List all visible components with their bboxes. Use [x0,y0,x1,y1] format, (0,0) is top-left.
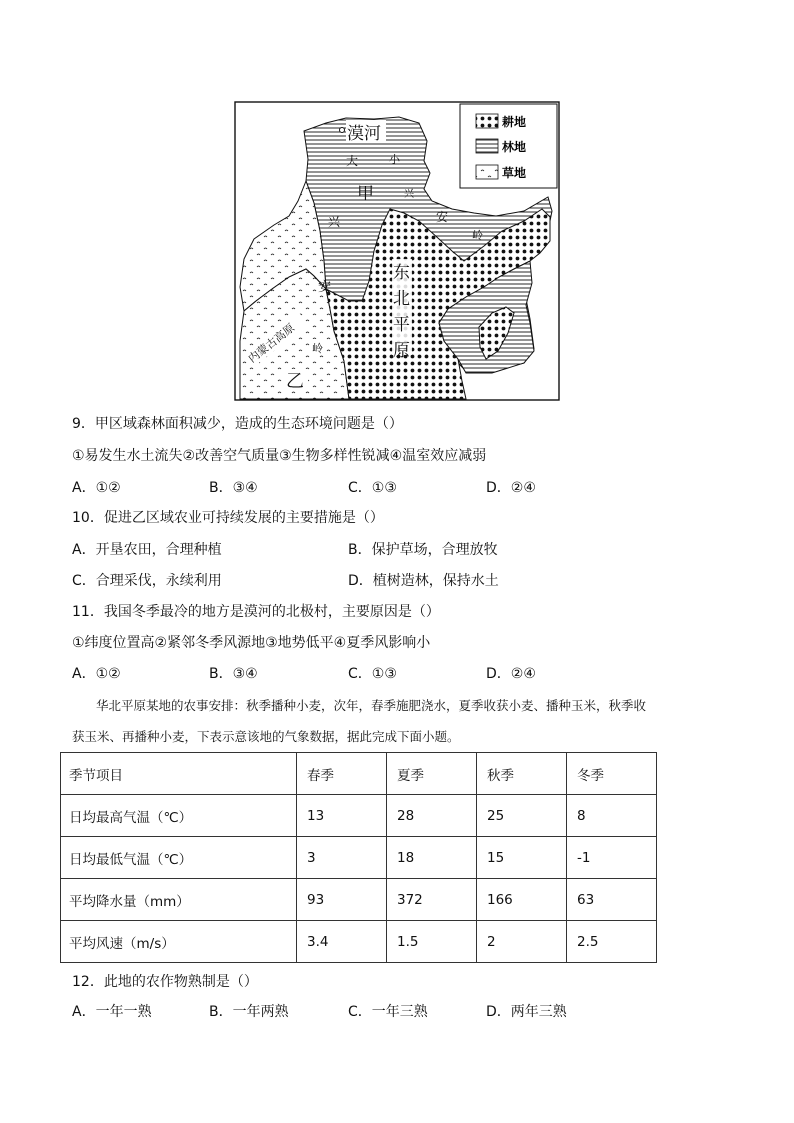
legend-farmland-label: 耕地 [502,115,527,129]
table-header-cell: 夏季 [387,753,477,795]
table-header-cell: 秋季 [477,753,567,795]
dxal-char-2: 小 [389,153,400,166]
table-row [61,921,657,963]
table-row [61,879,657,921]
table-cell: 日均最高气温（℃） [61,795,297,837]
dxal-char-3: 兴 [404,189,414,200]
q11-option-b[interactable]: B．③④ [209,666,258,682]
dxal-char-1: 大 [346,154,359,168]
xal-char-3: 岭 [312,342,323,355]
plain-char-4: 原 [393,341,410,361]
q9-stem: 9．甲区域森林面积减少，造成的生态环境问题是（） [72,416,403,432]
table-header-row [61,753,657,795]
q11-stem: 11．我国冬季最冷的地方是漠河的北极村，主要原因是（） [72,604,440,620]
intro-line-1: 华北平原某地的农事安排：秋季播种小麦，次年，春季施肥浇水，夏季收获小麦、播种玉米，秋季收 [96,698,647,713]
table-row [61,837,657,879]
table-cell: 13 [297,795,387,837]
legend-grassland-label: 草地 [502,166,527,180]
q11-items: ①纬度位置高②紧邻冬季风源地③地势低平④夏季风影响小 [72,635,431,651]
q11-option-a[interactable]: A．①② [72,666,121,682]
intro-line-2: 获玉米、再播种小麦，下表示意该地的气象数据，据此完成下面小题。 [72,729,460,744]
table-cell: 18 [387,837,477,879]
mohe-point [340,128,345,133]
q12-stem: 12．此地的农作物熟制是（） [72,974,258,990]
table-cell: 15 [477,837,567,879]
dxal-char-5: 岭 [472,229,483,242]
plain-char-3: 平 [393,315,410,335]
table-header-cell: 冬季 [567,753,657,795]
mohe-label: 漠河 [347,124,381,144]
table-cell: 2 [477,921,567,963]
xal-char-2: 安 [318,280,332,295]
q10-option-d[interactable]: D．植树造林，保持水土 [348,573,499,589]
region-yi-label: 乙 [286,371,304,392]
table-cell: -1 [567,837,657,879]
table-cell: 日均最低气温（℃） [61,837,297,879]
table-cell: 3 [297,837,387,879]
table-header-cell: 春季 [297,753,387,795]
q10-stem: 10．促进乙区域农业可持续发展的主要措施是（） [72,510,384,526]
table-row [61,795,657,837]
table-cell: 93 [297,879,387,921]
q12-option-d[interactable]: D．两年三熟 [486,1004,567,1020]
table-cell: 166 [477,879,567,921]
plain-char-2: 北 [393,289,410,309]
q11-option-d[interactable]: D．②④ [486,666,536,682]
plain-char-1: 东 [393,263,410,283]
table-cell: 25 [477,795,567,837]
table-cell: 372 [387,879,477,921]
table-cell: 2.5 [567,921,657,963]
table-header-cell: 季节项目 [61,753,297,795]
q9-option-a[interactable]: A．①② [72,480,121,496]
legend-forest-label: 林地 [502,140,527,154]
table-cell: 平均风速（m/s） [61,921,297,963]
q9-option-d[interactable]: D．②④ [486,480,536,496]
q9-items: ①易发生水土流失②改善空气质量③生物多样性锐减④温室效应减弱 [72,448,487,464]
q9-option-c[interactable]: C．①③ [348,480,397,496]
q12-option-a[interactable]: A．一年一熟 [72,1004,152,1020]
table-cell: 1.5 [387,921,477,963]
q10-option-b[interactable]: B．保护草场，合理放牧 [348,542,498,558]
q11-option-c[interactable]: C．①③ [348,666,397,682]
q12-option-b[interactable]: B．一年两熟 [209,1004,289,1020]
q9-option-b[interactable]: B．③④ [209,480,258,496]
q10-option-c[interactable]: C．合理采伐，永续利用 [72,573,222,589]
xal-char-1: 兴 [328,215,341,229]
dxal-char-4: 安 [436,210,449,224]
climate-data-table [60,752,657,963]
q12-option-c[interactable]: C．一年三熟 [348,1004,428,1020]
table-cell: 8 [567,795,657,837]
table-cell: 平均降水量（mm） [61,879,297,921]
region-jia-label: 甲 [357,184,374,204]
table-cell: 3.4 [297,921,387,963]
northeast-land-use-map [234,101,560,401]
inner-mongolia-plateau-label: 内蒙古高原 [245,321,298,366]
table-cell: 63 [567,879,657,921]
table-cell: 28 [387,795,477,837]
q10-option-a[interactable]: A．开垦农田，合理种植 [72,542,222,558]
